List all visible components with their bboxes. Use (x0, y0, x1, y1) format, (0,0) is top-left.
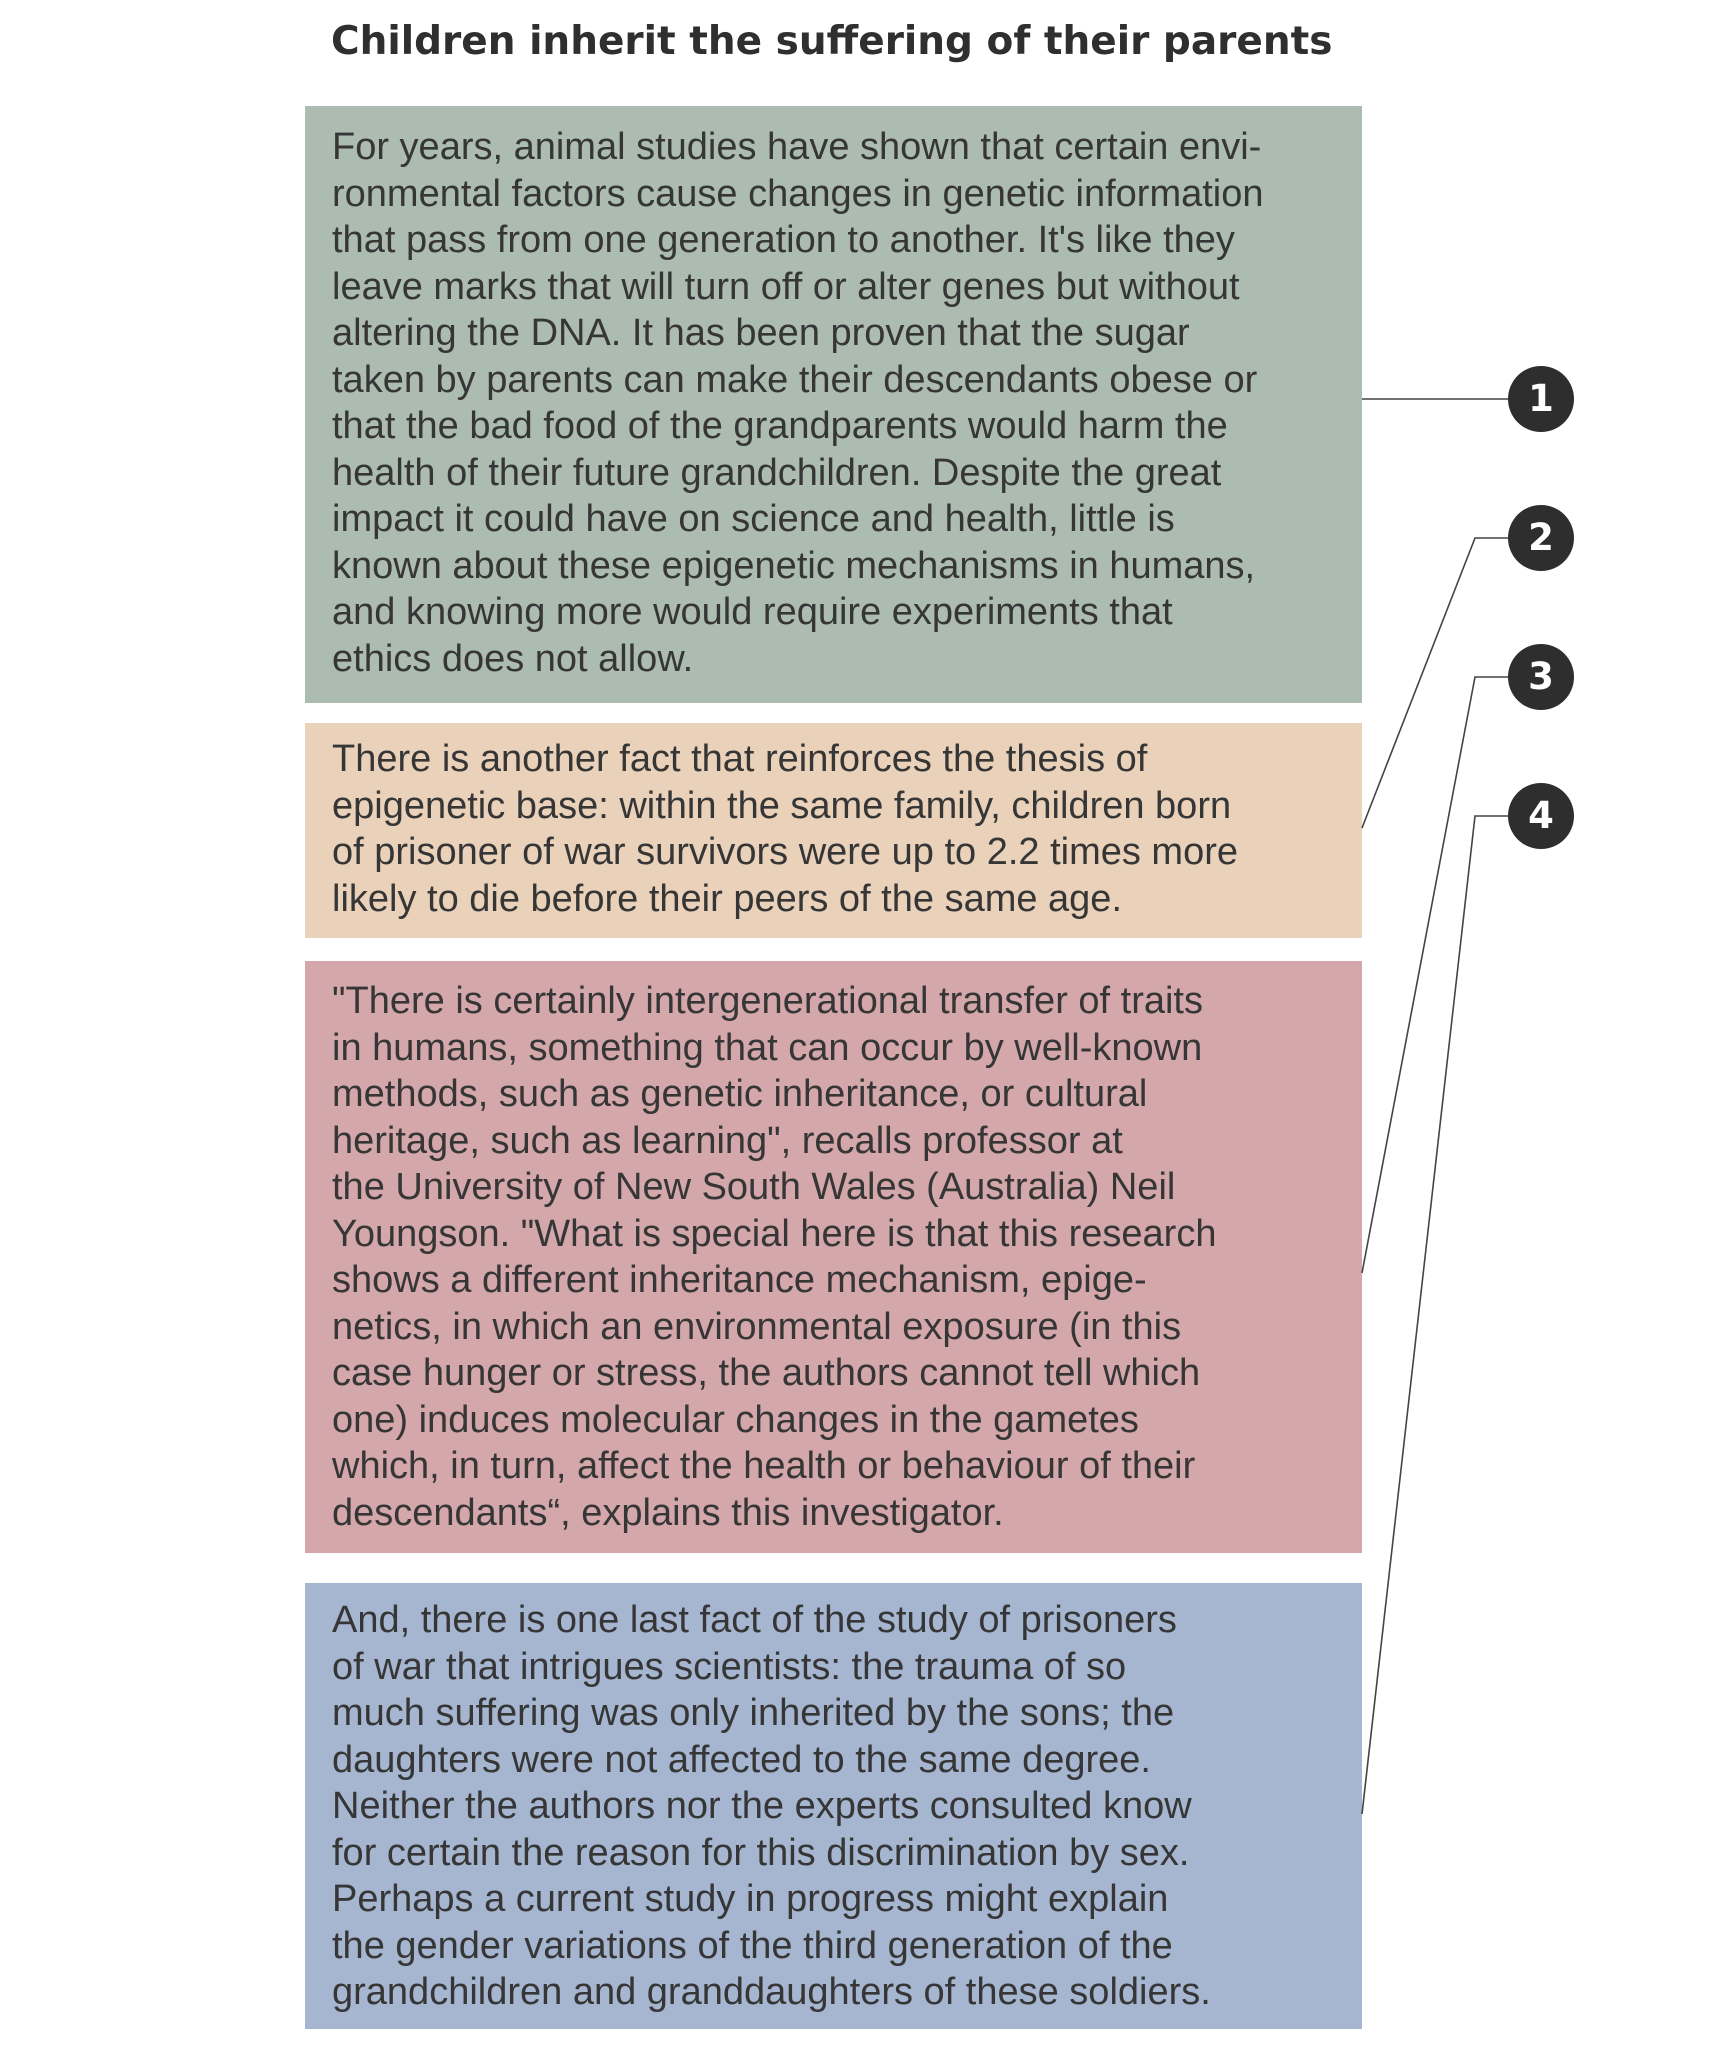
text-line: grandchildren and granddaughters of these soldiers. (332, 1971, 1211, 2013)
text-line: much suffering was only inherited by the sons; the (332, 1692, 1175, 1734)
text-line: epigenetic base: within the same family, children born (332, 784, 1232, 827)
text-line: For years, animal studies have shown that certain envi- (332, 126, 1262, 168)
text-line: the University of New South Wales (Australia) Neil (332, 1166, 1176, 1208)
text-line: Perhaps a current study in progress might explain (332, 1878, 1169, 1920)
text-line: descendants“, explains this investigator. (332, 1491, 1004, 1534)
text-line: that the bad food of the grandparents would harm the (332, 405, 1228, 447)
text-line: "There is certainly intergenerational transfer of traits (332, 980, 1203, 1022)
text-line: likely to die before their peers of the same age. (332, 877, 1123, 920)
text-line: of prisoner of war survivors were up to 2.2 times more (332, 831, 1239, 873)
text-line: Neither the authors nor the experts consulted know (332, 1785, 1192, 1827)
text-line: ethics does not allow. (332, 637, 694, 680)
connector-line-2 (1362, 538, 1508, 828)
text-line: There is another fact that reinforces the thesis of (332, 738, 1148, 780)
text-line: health of their future grandchildren. Despite the great (332, 451, 1222, 494)
text-line: that pass from one generation to another. It's like they (332, 219, 1235, 261)
number-marker-3: 3 (1508, 644, 1574, 710)
number-marker-2: 2 (1508, 505, 1574, 571)
text-line: Youngson. "What is special here is that this research (332, 1212, 1217, 1255)
section-box-3 (305, 961, 1362, 1553)
text-line: heritage, such as learning", recalls professor at (332, 1119, 1123, 1162)
connector-line-3 (1362, 677, 1508, 1273)
text-line: And, there is one last fact of the study of prisoners (332, 1599, 1177, 1641)
section-box-1 (305, 106, 1362, 703)
text-line: daughters were not affected to the same degree. (332, 1738, 1151, 1781)
page-title: Children inherit the suffering of their parents (331, 19, 1333, 64)
section-box-2 (305, 723, 1362, 938)
section-box-4 (305, 1583, 1362, 2029)
text-line: and knowing more would require experiments that (332, 591, 1173, 633)
text-line: ronmental factors cause changes in genetic information (332, 172, 1264, 215)
text-line: shows a different inheritance mechanism, epige- (332, 1259, 1147, 1301)
text-line: case hunger or stress, the authors cannot tell which (332, 1352, 1201, 1394)
text-line: known about these epigenetic mechanisms in humans, (332, 544, 1256, 587)
text-line: for certain the reason for this discrimination by sex. (332, 1831, 1190, 1874)
text-line: leave marks that will turn off or alter genes but without (332, 265, 1240, 308)
text-line: the gender variations of the third generation of the (332, 1924, 1173, 1967)
text-line: one) induces molecular changes in the gametes (332, 1398, 1139, 1441)
text-line: altering the DNA. It has been proven that the sugar (332, 312, 1190, 354)
text-line: impact it could have on science and health, little is (332, 498, 1175, 540)
text-line: netics, in which an environmental exposure (in this (332, 1305, 1182, 1348)
text-line: methods, such as genetic inheritance, or cultural (332, 1073, 1148, 1115)
text-line: of war that intrigues scientists: the trauma of so (332, 1645, 1127, 1688)
text-line: which, in turn, affect the health or behaviour of their (332, 1445, 1196, 1487)
connector-line-4 (1362, 816, 1508, 1814)
number-marker-1: 1 (1508, 366, 1574, 432)
text-line: in humans, something that can occur by well-known (332, 1026, 1203, 1069)
text-line: taken by parents can make their descendants obese or (332, 358, 1258, 401)
number-marker-4: 4 (1508, 783, 1574, 849)
